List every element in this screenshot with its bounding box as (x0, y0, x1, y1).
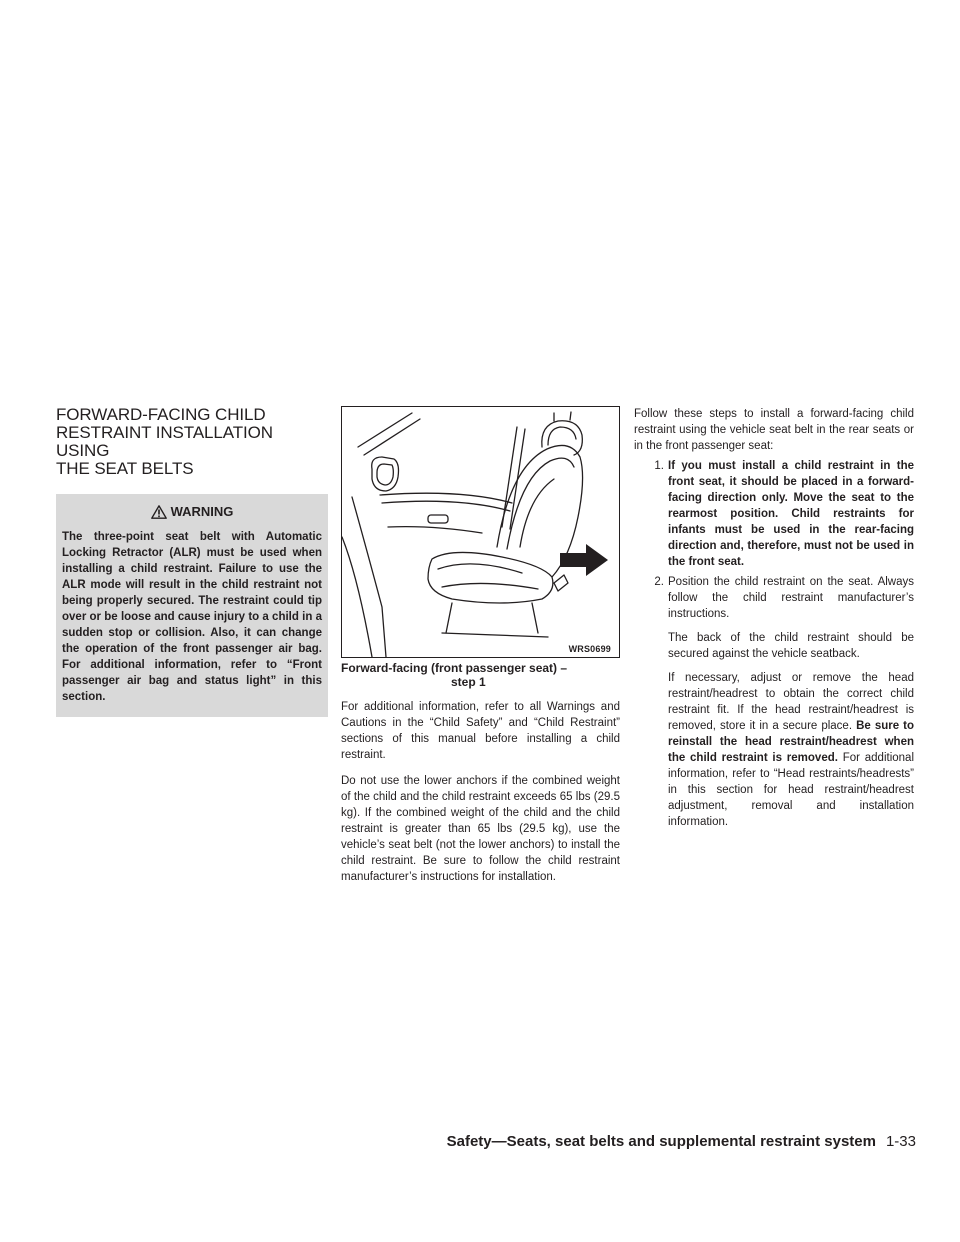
step-content (668, 574, 914, 830)
section-title (56, 406, 328, 478)
figure-caption-line2: step 1 (451, 675, 486, 689)
steps-list (634, 458, 914, 830)
page-footer (447, 1133, 916, 1150)
step-2-note-head-restraint (668, 670, 914, 830)
right-column (634, 406, 914, 830)
middle-column (341, 406, 620, 885)
figure-caption (341, 661, 620, 689)
note-text-continued: For additional information, refer to “Head restraints/headrests” in this section for head restraint/headrest adjustment, removal and installation information. (668, 752, 914, 828)
steps-intro: Follow these steps to install a forward-facing child restraint using the vehicle seat belt in the rear seats or in the front passenger seat: (634, 408, 914, 452)
lower-anchors-paragraph: Do not use the lower anchors if the combined weight of the child and the child restraint exceeds 65 lbs (29.5 kg). If the combined weight of the child and the child restraint is greater than 65 lbs (29.5 kg), use the vehicle’s seat belt (not the lower anchors) to install the child restraint. Be sure to follow the child restraint manufacturer’s instructions for installation. (341, 775, 620, 883)
note-text: If necessary, adjust or remove the head restraint/headrest to obtain the correct child restraint fit. If the head restraint/headrest is removed, store it in a secure place. (668, 672, 914, 732)
step-2 (634, 574, 914, 830)
warning-box (56, 494, 328, 717)
chapter-title: Safety—Seats, seat belts and supplemental restraint system (446, 1133, 876, 1150)
step-number: 1. (654, 460, 664, 472)
step-1 (634, 458, 914, 570)
forward-arrow-icon (560, 544, 608, 576)
additional-info-paragraph: For additional information, refer to all Warnings and Cautions in the “Child Safety” and “Child Restraint” sections of this manual before installing a child restraint. (341, 701, 620, 761)
step-2-note-seatback: The back of the child restraint should be secured against the vehicle seatback. (668, 632, 914, 660)
section-title-line3: THE SEAT BELTS (56, 459, 194, 478)
warning-text: The three-point seat belt with Automatic Locking Retractor (ALR) must be used when installing a child restraint. Failure to use the ALR mode will result in the child restraint not being properly secured. The restraint could tip over or be loose and cause injury to a child in a sudden stop or collision. Also, it can change the operation of the front passenger air bag. For additional information, refer to “Front passenger air bag and status light” in this section. (62, 531, 322, 703)
figure-caption-line1: Forward-facing (front passenger seat) – (341, 661, 568, 675)
step-text: Position the child restraint on the seat. Always follow the child restraint manufacturer’s instructions. (668, 576, 914, 620)
section-title-line2: RESTRAINT INSTALLATION USING (56, 423, 273, 460)
left-column (56, 406, 328, 717)
section-title-line1: FORWARD-FACING CHILD (56, 405, 266, 424)
page-number: 1-33 (885, 1133, 916, 1150)
step-number: 2. (654, 576, 664, 588)
forward-facing-seat-drawing (342, 407, 619, 657)
note-emphasis: Be sure to reinstall the head restraint/headrest when the child restraint is removed. (668, 720, 914, 764)
step-text: If you must install a child restraint in the front seat, it should be placed in a forward-facing direction only. Move the seat to the rearmost position. Child restraints for infants must be used in the rear-facing direction and, therefore, must not be used in the front seat. (668, 460, 914, 568)
warning-label: WARNING (170, 504, 234, 519)
warning-header (62, 504, 322, 519)
figure-code: WRS0699 (568, 644, 611, 654)
seat-illustration (341, 406, 620, 658)
warning-triangle-icon (151, 505, 167, 519)
